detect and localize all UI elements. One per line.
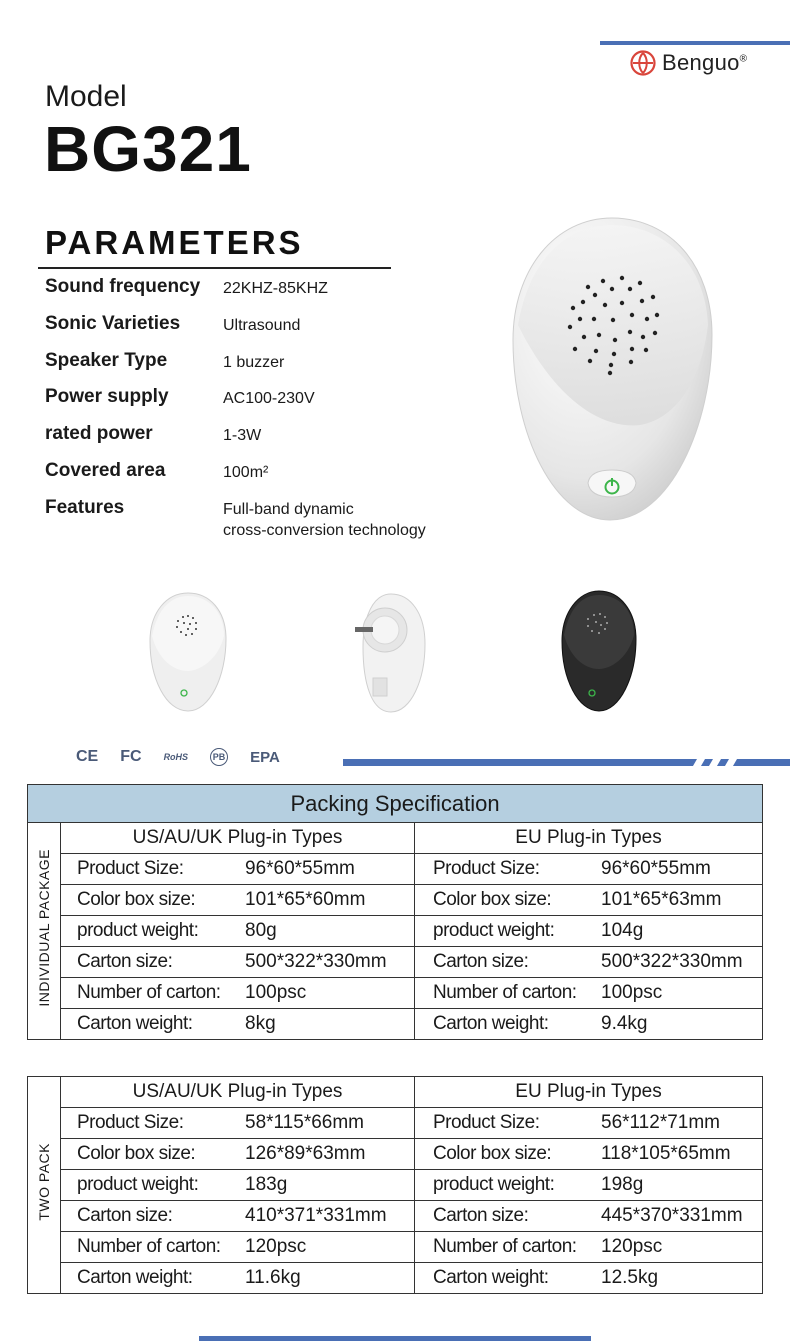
param-value: 1 buzzer	[223, 354, 285, 371]
param-label: Power supply	[45, 386, 169, 407]
param-value: 1-3W	[223, 427, 262, 444]
product-hero-image	[510, 215, 715, 525]
model-code: BG321	[44, 113, 252, 185]
ce-mark-icon: CE	[76, 748, 99, 765]
product-thumbnail-side-plug	[353, 592, 429, 714]
param-label: Sound frequency	[45, 276, 201, 297]
packing-spec-table-individual	[27, 784, 763, 1040]
param-value: Ultrasound	[223, 317, 301, 334]
parameters-divider	[38, 267, 391, 269]
param-row	[45, 313, 300, 336]
brand-logo	[630, 50, 747, 76]
table-row: Carton size: 410*371*331mm Carton size: 445*370*331mm	[28, 1201, 763, 1232]
rohs-mark-icon: RoHS	[163, 752, 189, 762]
param-label: Sonic Varieties	[45, 313, 181, 334]
table-row: product weight: 183g product weight: 198g	[28, 1170, 763, 1201]
table-row: Product Size: 58*115*66mm Product Size: 56*112*71mm	[28, 1108, 763, 1139]
side-label-individual: INDIVIDUAL PACKAGE	[28, 823, 61, 1040]
group-title-eu: EU Plug-in Types	[415, 823, 763, 854]
product-thumbnail-front-black	[560, 589, 638, 713]
group-title-us: US/AU/UK Plug-in Types	[61, 1077, 415, 1108]
benguo-logo-icon	[630, 50, 656, 76]
parameters-title: PARAMETERS	[45, 224, 304, 261]
top-accent-bar	[600, 41, 790, 45]
param-label: Speaker Type	[45, 350, 168, 371]
model-label: Model	[45, 80, 127, 113]
param-row	[45, 386, 315, 409]
accent-stripe	[343, 759, 790, 766]
group-title-eu: EU Plug-in Types	[415, 1077, 763, 1108]
group-title-us: US/AU/UK Plug-in Types	[61, 823, 415, 854]
bottom-accent-bar	[199, 1336, 591, 1341]
param-row	[45, 460, 268, 483]
param-label: Covered area	[45, 460, 166, 481]
table-row: Carton weight: 11.6kg Carton weight: 12.5kg	[28, 1263, 763, 1294]
table-row: product weight: 80g product weight: 104g	[28, 916, 763, 947]
param-row	[45, 350, 284, 373]
param-row	[45, 423, 261, 446]
param-value: Full-band dynamic cross-conversion technology	[223, 501, 426, 539]
table-row: Color box size: 126*89*63mm Color box size: 118*105*65mm	[28, 1139, 763, 1170]
epa-mark-icon: EPA	[250, 748, 280, 766]
product-thumbnail-front-white	[148, 591, 228, 713]
table-row: Carton weight: 8kg Carton weight: 9.4kg	[28, 1009, 763, 1040]
certification-logos	[76, 748, 280, 766]
param-value: AC100-230V	[223, 390, 315, 407]
table-row: Number of carton: 120psc Number of carton: 120psc	[28, 1232, 763, 1263]
param-label: rated power	[45, 423, 153, 444]
param-value: 100m²	[223, 464, 269, 481]
param-row	[45, 497, 426, 541]
param-row	[45, 276, 328, 299]
table-row: Carton size: 500*322*330mm Carton size: 500*322*330mm	[28, 947, 763, 978]
pb-free-mark-icon: PB	[210, 748, 228, 766]
table-row: Number of carton: 100psc Number of carton: 100psc	[28, 978, 763, 1009]
fcc-mark-icon: FC	[120, 748, 142, 765]
brand-name: Benguo®	[662, 50, 748, 75]
param-label: Features	[45, 497, 125, 518]
table-row: Product Size: 96*60*55mm Product Size: 96*60*55mm	[28, 854, 763, 885]
side-label-two-pack: TWO PACK	[28, 1077, 61, 1294]
table-row: Color box size: 101*65*60mm Color box size: 101*65*63mm	[28, 885, 763, 916]
param-value: 22KHZ-85KHZ	[223, 280, 328, 297]
packing-spec-table-two-pack	[27, 1076, 763, 1294]
packing-spec-title: Packing Specification	[28, 785, 763, 823]
